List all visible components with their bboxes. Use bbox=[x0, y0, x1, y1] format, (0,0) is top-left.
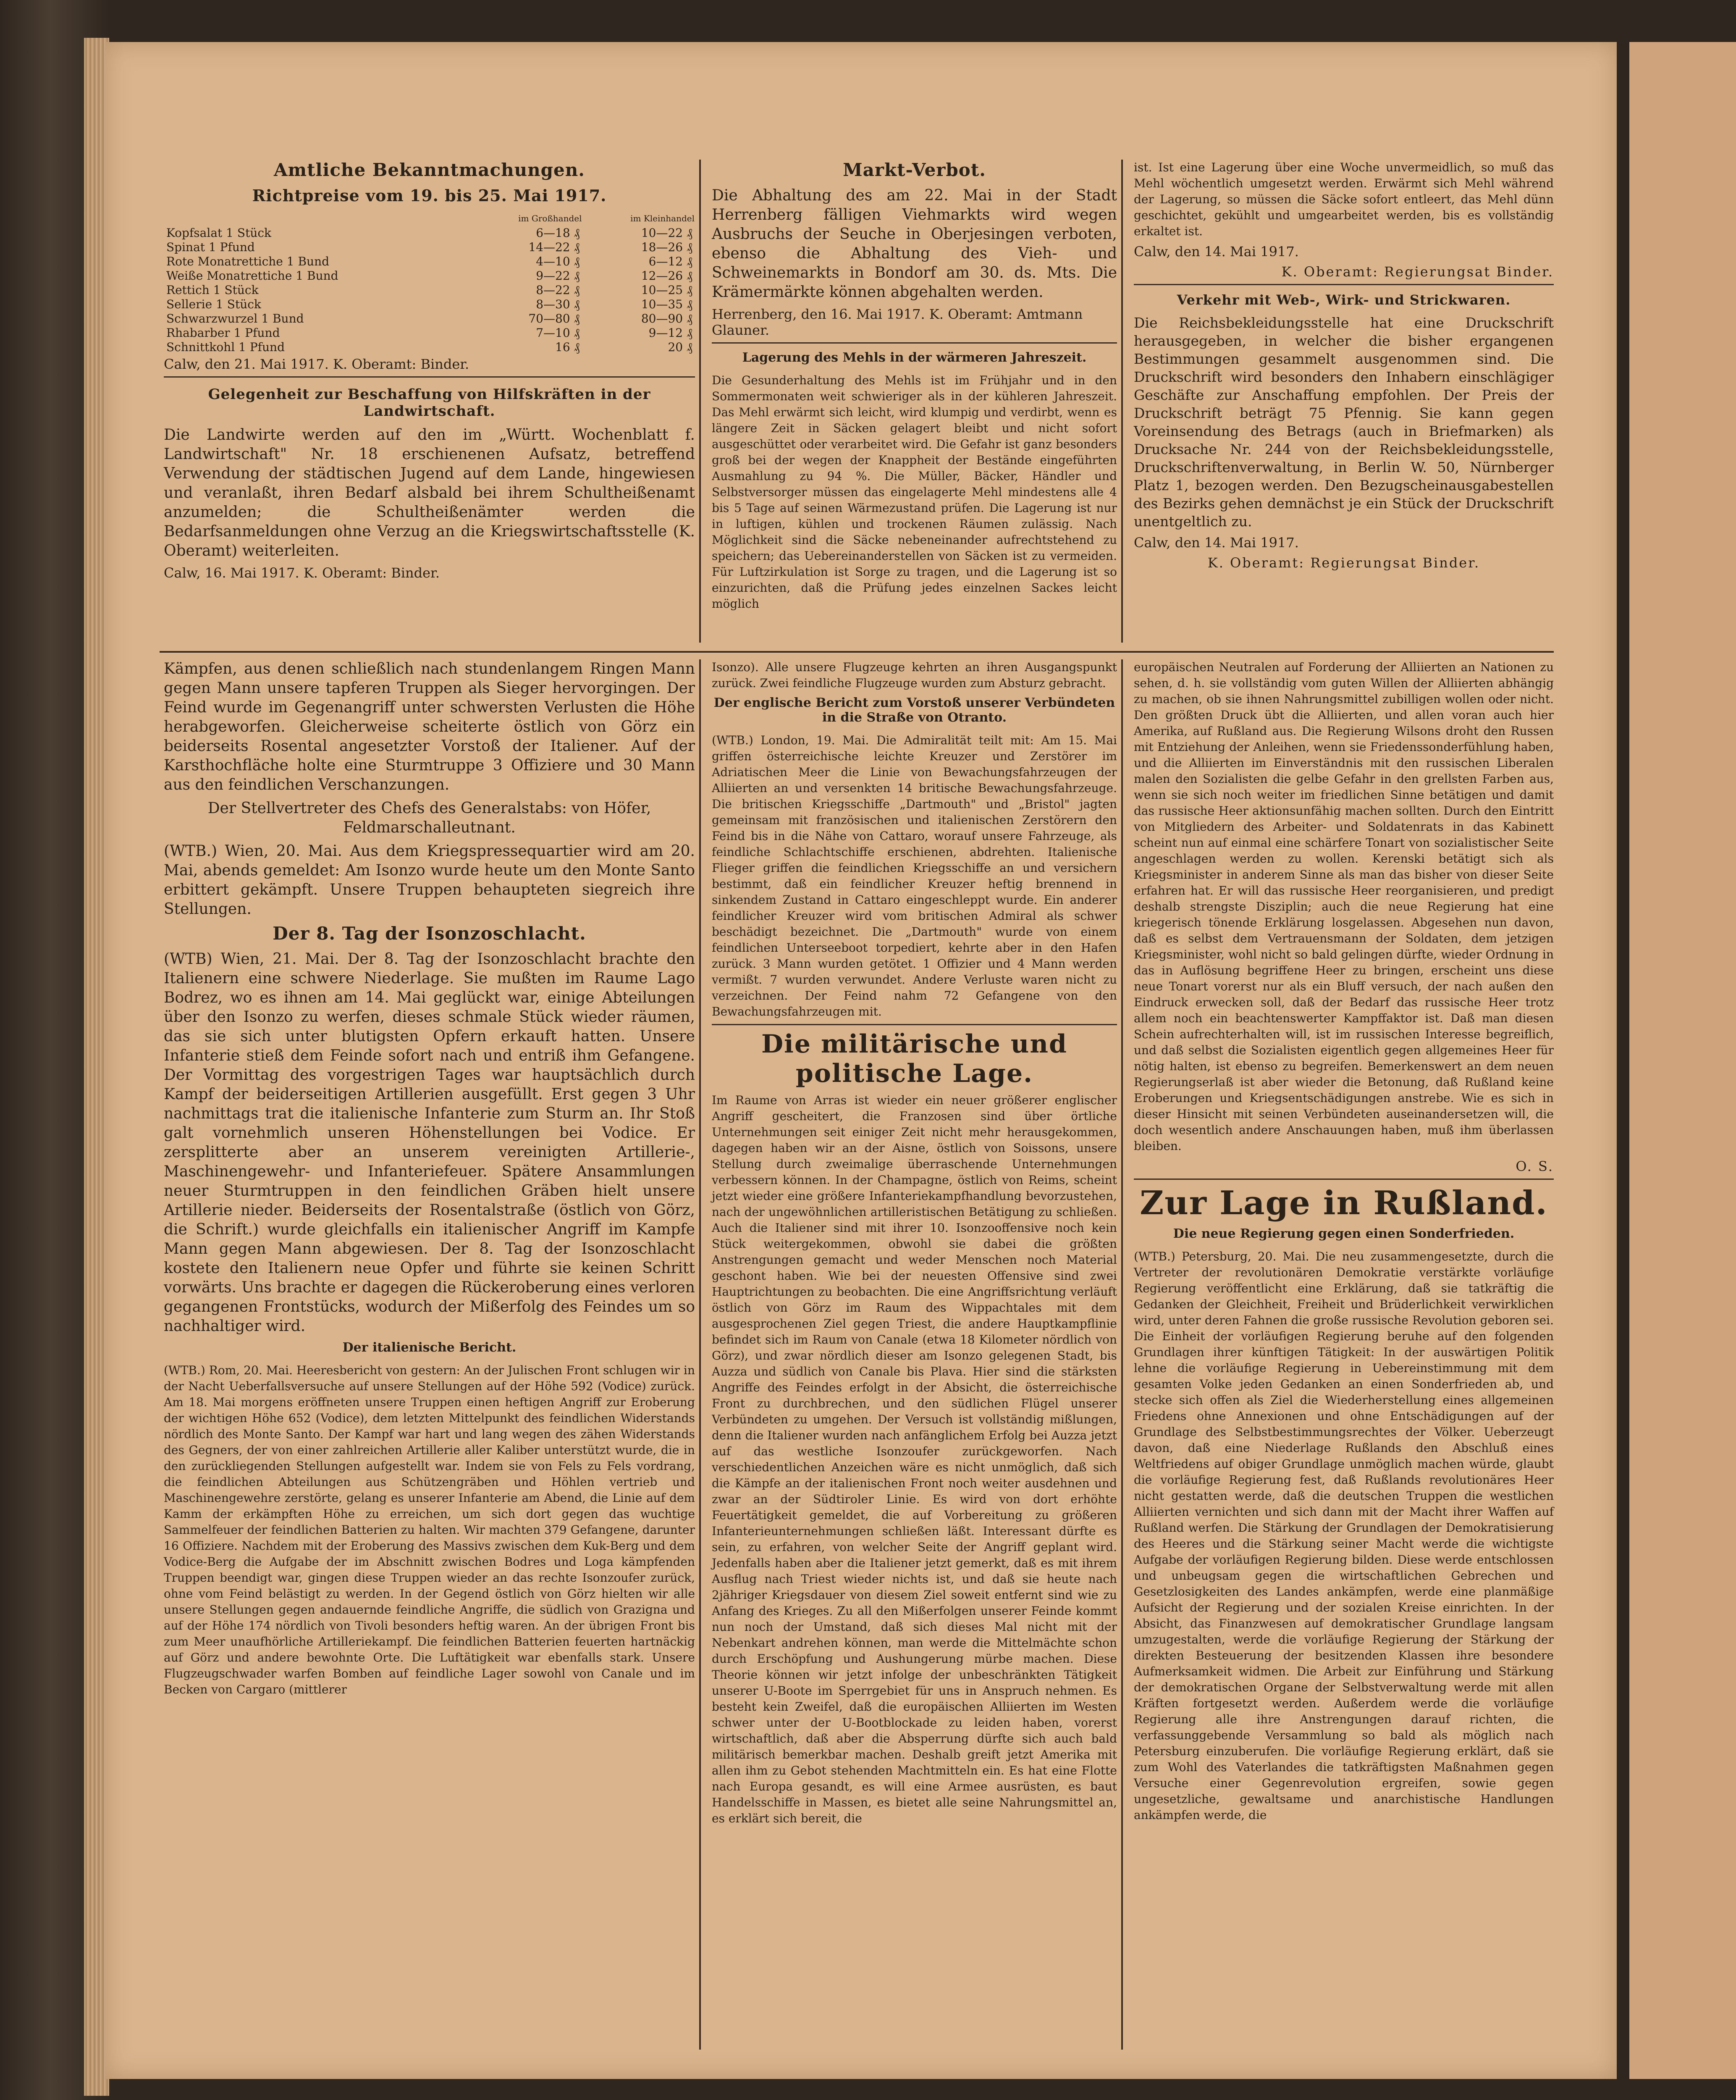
hilfskraefte-text: Die Landwirte werden auf den im „Württ. Wochenblatt f. Landwirtschaft" Nr. 18 erschienenen Aufsatz, betreffend Verwendung der städtischen Jugend auf dem Lande, hingewiesen und veranlaßt, ihren Bedarf alsbald bei ihrem Schultheißenamt anzumelden; die Schultheißenämter werden die Bedarfsanmeldungen ohne Verzug an die Kriegswirtschaftsstelle (K. Oberamt) weiterleiten. bbox=[164, 426, 695, 559]
col-retail: im Kleinhandel bbox=[630, 213, 695, 223]
table-row: Sellerie 1 Stück 8—30 ₰ 10—35 ₰ bbox=[166, 297, 692, 311]
neutrale-text: europäischen Neutralen auf Forderung der Alliierten an Nationen zu sehen, d. h. sie vollständig vom guten Willen der Alliierten abhängig zu machen, ob sie ihnen Nahrungsmittel zubilligen wollen oder nicht. Den größten Druck übt die Alliierten, und allen voran auch hier Amerika, auf Rußland aus. Die Regierung Wilsons droht den Russen mit Entziehung der Anleihen, wenn sie Friedenssonderfühlung haben, und die Alliierten im Einverständnis mit den russischen Liberalen malen den Sozialisten die gelbe Gefahr in den grellsten Farben aus, wenn sie sich noch weiter im friedlichen Sinne betätigen und damit das russische Heer aktionsunfähig machen sollten. Durch den Eintritt von Mitgliedern des Arbeiter- und Soldatenrats in das Kabinett scheint nun auf einmal eine schärfere Tonart von sozialistischer Seite angeschlagen werden zu wollen. Kerenski betätigt sich als Kriegsminister in anderem Sinne als man das bisher von dieser Seite erfahren hat. Er will das russische Heer reorganisieren, und predigt deshalb strengste Disziplin; auch die neue Regierung hat eine kriegerisch tönende Erklärung losgelassen. Abgesehen nun davon, daß es selbst dem Vertrauensmann der Soldaten, dem jetzigen Kriegsminister, wohl nicht so bald gelingen dürfte, wieder Ordnung in das in Auflösung begriffene Heer zu bringen, erscheint uns diese neue Tonart vorerst nur als ein Bluff versuch, der nach außen den Eindruck erwecken soll, daß der Bedarf das russische Heer trotz allem noch ein beachtenswerter Kampffaktor ist. Daß man diesen Schein aufrechterhalten will, ist im russischen Interesse begreiflich, und daß selbst die Sozialisten eigentlich gegen allgemeines Heer für nötig halten, ist ebenso zu begreifen. Bemerkenswert an dem neuen Regierungserlaß ist aber wieder die Betonung, daß Rußland keine Eroberungen und Kriegsentschädigungen anstrebe. Wie es sich in dieser Hinsicht mit seinen Verbündeten auseinandersetzen will, die doch wesentlich andere Anschauungen haben, muß ihm überlassen bleiben. bbox=[1134, 660, 1554, 1153]
russia-text: (WTB.) Petersburg, 20. Mai. Die neu zusammengesetzte, durch die Vertreter der revolutionären Demokratie verstärkte vorläufige Regierung veröffentlicht eine Erklärung, daß sie tatkräftig die Gedanken der Gleichheit, Freiheit und Brüderlichkeit verwirklichen wird, unter deren Fahnen die große russische Revolution geboren sei. Die Einheit der vorläufigen Regierung beruhe auf den folgenden Grundlagen ihrer künftigen Tätigkeit: In der auswärtigen Politik lehne die vorläufige Regierung in Uebereinstimmung mit dem gesamten Volke jeden Gedanken an einen Sonderfrieden ab, und stecke sich offen als Ziel die Wiederherstellung eines allgemeinen Friedens ohne Annexionen und ohne Entschädigungen auf der Grundlage des Selbstbestimmungsrechtes der Völker. Ueberzeugt davon, daß eine Niederlage Rußlands den Abschluß eines Weltfriedens auf obiger Grundlage unmöglich machen würde, glaubt die vorläufige Regierung fest, daß Rußlands revolutionäres Heer nicht gestatten werde, daß die deutschen Truppen die westlichen Alliierten vernichten und sich dann mit der Macht ihrer Waffen auf Rußland werfen. Die Stärkung der Grundlagen der Demokratisierung des Heeres und die Stärkung seiner Macht werde die wichtigste Aufgabe der vorläufigen Regierung bilden. Diese werde entschlossen und unbeugsam gegen die wirtschaftlichen Gebrechen und Gesetzlosigkeiten des Landes ankämpfen, werde eine planmäßige Aufsicht der Regierung und der sozialen Kreise einrichten. In der Absicht, das Finanzwesen auf demokratischer Grundlage langsam umzugestalten, werde die vorläufige Regierung der Stärkung der direkten Besteuerung der besitzenden Klassen ihre besondere Aufmerksamkeit widmen. Die Arbeit zur Einführung und Stärkung der demokratischen Organe der Selbstverwaltung werde mit allen Kräften fortgesetzt werden. Außerdem werde die vorläufige Regierung alle ihre Anstrengungen darauf richten, die verfassunggebende Versammlung so bald als möglich nach Petersburg einzuberufen. Die vorläufige Regierung erklärt, daß sie zum Wohl des Vaterlandes die tatkräftigsten Maßnahmen gegen Versuche einer Gegenrevolution ergreifen, sowie gegen ungesetzliche, gewaltsame und anarchistische Handlungen ankämpfen werde, die bbox=[1134, 1250, 1554, 1822]
isonzo-headline: Der 8. Tag der Isonzoschlacht. bbox=[273, 923, 586, 944]
column-rule bbox=[1121, 160, 1123, 643]
marktverbot-title: Markt-Verbot. bbox=[843, 160, 986, 180]
table-row: Schnittkohl 1 Pfund 16 ₰ 20 ₰ bbox=[166, 340, 692, 354]
col-wholesale: im Großhandel bbox=[518, 213, 582, 223]
military-text: Im Raume von Arras ist wieder ein neuer größerer englischer Angriff gescheitert, die Franzosen sind über örtliche Unternehmungen seit einiger Zeit nicht mehr herausgekommen, dagegen haben wir an der Aisne, östlich von Soissons, unsere Stellung durch zweimalige überraschende Unternehmungen verbessern können. In der Champagne, östlich von Reims, scheint jetzt wieder eine größere Infanteriekampfhandlung bevorzustehen, nach der ungewöhnlichen artilleristischen Betätigung zu schließen. Auch die Italiener sind mit ihrer 10. Isonzooffensive noch kein Stück weitergekommen, obwohl sie dabei die größten Anstrengungen gemacht und weder Menschen noch Material geschont haben. Wie bei der neuesten Offensive sind zwei Hauptrichtungen zu beobachten. Die eine Angriffsrichtung verläuft östlich von Görz im Raum des Wippachtales mit dem ausgesprochenen Ziel gegen Triest, die andere Hauptkampflinie befindet sich im Raum von Canale (etwa 18 Kilometer nördlich von Görz), und zwar nördlich dieser am Isonzo gelegenen Stadt, bis Auzza und südlich von Canale bis Plava. Hier sind die stärksten Angriffe des Feindes erfolgt in der Absicht, die österreichische Front zu durchbrechen, und den südlichen Flügel unserer Verbündeten zu umgehen. Der Versuch ist vollständig mißlungen, denn die Italiener wurden nach anfänglichem Erfolg bei Auzza jetzt auf das westliche Isonzoufer zurückgeworfen. Nach verschiedentlichen Anzeichen wäre es nicht unmöglich, daß sich die Kämpfe an der italienischen Front noch weiter ausdehnen und zwar an der Südtiroler Linie. Es wird von dort erhöhte Feuertätigkeit gemeldet, die auf Vorbereitung zu größeren Infanterieunternehmungen schließen läßt. Interessant dürfte es sein, zu erfahren, von welcher Seite der Angriff geplant wird. Jedenfalls haben aber die Italiener jetzt gemerkt, daß es mit ihrem Ausflug nach Triest wieder nichts ist, und daß sie heute nach 2jähriger Kriegsdauer von diesem Ziel soweit entfernt sind wie zu Anfang des Krieges. Zu all den Mißerfolgen unserer Feinde kommt nun noch der Umstand, daß sich dieses Mal nicht mit der Nebenkart andrehen können, man werde die Mittelmächte schon durch Erschöpfung und Aushungerung mürbe machen. Diese Theorie können wir jetzt infolge der unbeschränkten Tätigkeit unserer U-Boote im Sperrgebiet für uns in Anspruch nehmen. Es besteht kein Zweifel, daß die europäischen Alliierten im Westen schwer unter der U-Bootblockade zu leiden haben, vorerst wirtschaftlich, daß aber die Absperrung dürfte sich auch bald militärisch bemerkbar machen. Deshalb greift jetzt Amerika mit allen ihm zu Gebot stehenden Machtmitteln ein. Es hat eine Flotte nach Europa gesandt, es will eine Armee ausrüsten, es baut Handelsschiffe in Massen, es bietet alle seine Nahrungsmittel an, es erklärt sich bereit, die bbox=[712, 1093, 1117, 1825]
divider bbox=[712, 1024, 1117, 1025]
mehl-verkehr-block bbox=[1130, 160, 1558, 643]
table-row: Schwarzwurzel 1 Bund 70—80 ₰ 80—90 ₰ bbox=[166, 312, 692, 326]
prices-signature: Calw, den 21. Mai 1917. K. Oberamt: Binder. bbox=[164, 356, 469, 372]
marktverbot-block bbox=[708, 160, 1121, 643]
table-row: Rhabarber 1 Pfund 7—10 ₰ 9—12 ₰ bbox=[166, 326, 692, 340]
mehl-continued-text: ist. Ist eine Lagerung über eine Woche unvermeidlich, so muß das Mehl wöchentlich umgesetzt werden. Erwärmt sich Mehl während der Lagerung, so müssen die Säcke sofort entleert, das Mehl dünn geschichtet, gekühlt und umgearbeitet werden, bis es vollständig erkaltet ist. bbox=[1134, 160, 1554, 238]
price-table bbox=[164, 211, 695, 354]
russia-column bbox=[1130, 659, 1558, 2050]
hilfskraefte-signature: Calw, 16. Mai 1917. K. Oberamt: Binder. bbox=[164, 565, 440, 581]
marktverbot-text: Die Abhaltung des am 22. Mai in der Stadt Herrenberg fälligen Viehmarkts wird wegen Ausbruchs der Seuche in Oberjesingen verboten, ebenso die Abhaltung des Vieh- und Schweinemarkts in Bondorf am 30. ds. Mts. Die Krämermärkte können abgehalten werden. bbox=[712, 187, 1117, 301]
table-row: Rote Monatrettiche 1 Bund 4—10 ₰ 6—12 ₰ bbox=[166, 255, 692, 268]
table-row: Weiße Monatrettiche 1 Bund 9—22 ₰ 12—26 ₰ bbox=[166, 269, 692, 283]
divider bbox=[1134, 284, 1554, 285]
column-rule bbox=[1121, 659, 1123, 2050]
italian-report-text: (WTB.) Rom, 20. Mai. Heeresbericht von gestern: An der Julischen Front schlugen wir in der Nacht Ueberfallsversuche auf unsere Stellungen auf der Höhe 592 (Vodice) zurück. Am 18. Mai morgens eröffneten unsere Truppen einen heftigen Angriff zur Eroberung der wichtigen Höhe 652 (Vodice), dem letzten Mittelpunkt des feindlichen Widerstands nördlich des Monte Santo. Der Kampf war hart und lang wegen des zähen Widerstands des Gegners, der von einer zahlreichen Artillerie aller Kaliber unterstützt wurde, die in den zurückliegenden Stellungen aufgestellt war. Indem sie von Fels zu Fels vordrang, die feindlichen Abteilungen aus Schützengräben und Höhlen vertrieb und Maschinengewehre zerstörte, gelang es unserer Infanterie am Abend, die Linie auf dem Kamm der erkämpften Höhe zu erreichen, um sich dort gegen das wuchtige Sammelfeuer der feindlichen Batterien zu halten. Wir machten 379 Gefangene, darunter 16 Offiziere. Nachdem mit der Eroberung des Massivs zwischen dem Kuk-Berg und dem Vodice-Berg die Aufgabe der im Abschnitt zwischen Bodres und Loga kämpfenden Truppen beendigt war, gingen diese Truppen wieder an das rechte Isonzoufer zurück, ohne vom Feind belästigt zu werden. In der Gegend östlich von Görz hielten wir alle unsere Stellungen gegen andauernde feindliche Angriffe, die südlich von Grazigna und auf der Höhe 174 nördlich von Tivoli besonders heftig waren. An der übrigen Front bis zum Meer unaufhörliche Artilleriekampf. Die feindlichen Batterien feuerten hartnäckig auf Görz und andere bewohnte Orte. Die Luftätigkeit war ebenfalls stark. Unsere Flugzeugschwader warfen Bomben auf feindliche Lager sowohl von Canale und im Becken von Cargaro (mittlerer bbox=[164, 1363, 695, 1696]
verkehr-signature-place: Calw, den 14. Mai 1917. bbox=[1134, 535, 1299, 551]
isonzo-column bbox=[160, 659, 699, 2050]
verkehr-signature-name: K. Oberamt: Regierungsat Binder. bbox=[1207, 555, 1480, 571]
mehl-title: Lagerung des Mehls in der wärmeren Jahreszeit. bbox=[742, 350, 1087, 365]
russia-subheadline: Die neue Regierung gegen einen Sonderfrieden. bbox=[1173, 1226, 1515, 1241]
column-rule bbox=[699, 659, 701, 2050]
divider bbox=[712, 342, 1117, 344]
verkehr-text: Die Reichsbekleidungsstelle hat eine Druckschrift herausgegeben, in welcher die bisher ergangenen Bestimmungen gesammelt ausgenommen sind. Die Druckschrift wird besonders den Inhabern einschlägiger Geschäfte zur Anschaffung empfohlen. Der Preis der Druckschrift beträgt 75 Pfennig. Sie kann gegen Voreinsendung des Betrags (auch in Briefmarken) als Drucksache Nr. 244 von der Reichsbekleidungsstelle, Druckschriftenverwaltung, in Berlin W. 50, Nürnberger Platz 1, bezogen werden. Den Bezugscheinausgabestellen des Bezirks gehen demnächst je ein Stück der Druckschrift unentgeltlich zu. bbox=[1134, 315, 1554, 530]
isonzo-text-2: (WTB.) Wien, 20. Mai. Aus dem Kriegspressequartier wird am 20. Mai, abends gemeldet: Am Isonzo wurde heute um den Monte Santo erbittert gekämpft. Unsere Truppen behaupteten siegreich ihre Stellungen. bbox=[164, 843, 695, 918]
section-rule bbox=[160, 651, 1554, 653]
military-column bbox=[708, 659, 1121, 2050]
author-signature: O. S. bbox=[1516, 1158, 1554, 1174]
flugzeuge-text: Isonzo). Alle unsere Flugzeuge kehrten an ihren Ausgangspunkt zurück. Zwei feindliche Flugzeuge wurden zum Absturz gebracht. bbox=[712, 660, 1117, 690]
russia-headline: Zur Lage in Rußland. bbox=[1140, 1184, 1548, 1222]
hilfskraefte-title: Gelegenheit zur Beschaffung von Hilfskräften in der Landwirtschaft. bbox=[208, 386, 651, 420]
prices-title: Richtpreise vom 19. bis 25. Mai 1917. bbox=[252, 186, 607, 205]
table-row: Kopfsalat 1 Stück 6—18 ₰ 10—22 ₰ bbox=[166, 226, 692, 240]
isonzo-text-1: Kämpfen, aus denen schließlich nach stundenlangem Ringen Mann gegen Mann unsere tapferen Truppen als Sieger hervorgingen. Der Feind wurde im Gegenangriff unter schwersten Verlusten die Höhe herabgeworfen. Gleicherweise scheiterte östlich von Görz ein beiderseits Rosental angesetzter Vorstoß der Italiener. Auf der Karsthochfläche holte eine Sturmtruppe 3 Offiziere und 30 Mann aus den feindlichen Verschanzungen. bbox=[164, 660, 695, 793]
mehl-signature-place: Calw, den 14. Mai 1917. bbox=[1134, 244, 1299, 260]
otranto-headline: Der englische Bericht zum Vorstoß unserer Verbündeten in die Straße von Otranto. bbox=[713, 696, 1115, 725]
bekanntmachungen-title: Amtliche Bekanntmachungen. bbox=[274, 160, 585, 180]
page-content bbox=[160, 160, 1554, 2050]
isonzo-text-3: (WTB) Wien, 21. Mai. Der 8. Tag der Isonzoschlacht brachte den Italienern eine schwere Niederlage. Sie mußten im Raume Lago Bodrez, wo es ihnen am 14. Mai geglückt war, einige Abteilungen über den Isonzo zu werfen, dieses schmale Stück wieder räumen, das sie sich unter blutigsten Opfern erkauft hatten. Unsere Infanterie stieß dem Feinde sofort nach und entriß ihm Gefangene. Der Vormittag des vorgestrigen Tages war hauptsächlich durch Kampf der beiderseitigen Artillerien ausgefüllt. Erst gegen 3 Uhr nachmittags trat die italienische Infanterie zum Sturm an. Ihr Stoß galt vornehmlich unseren Höhenstellungen bei Vodice. Er zersplitterte aber an unserem vereinigten Artillerie-, Maschinengewehr- und Infanteriefeuer. Spätere Ansammlungen neuer Sturmtruppen in den feindlichen Gräben hielt unsere Artillerie nieder. Beiderseits der Rosentalstraße (östlich von Görz, die Schrift.) wurde gleichfalls ein italienischer Angriff im Kampfe Mann gegen Mann abgewiesen. Der 8. Tag der Isonzoschlacht kostete den Italienern neue Opfer und führte sie keinen Schritt vorwärts. Uns brachte er dagegen die Rückeroberung eines verloren gegangenen Frontstücks, wodurch der Mißerfolg des Feindes um so nachhaltiger wird. bbox=[164, 950, 695, 1335]
table-row: Spinat 1 Pfund 14—22 ₰ 18—26 ₰ bbox=[166, 240, 692, 254]
next-page-edge bbox=[1629, 42, 1736, 2079]
italian-report-headline: Der italienische Bericht. bbox=[342, 1340, 517, 1355]
mehl-signature-name: K. Oberamt: Regierungsat Binder. bbox=[1281, 264, 1554, 280]
verkehr-title: Verkehr mit Web-, Wirk- und Strickwaren. bbox=[1177, 292, 1511, 308]
isonzo-signature: Der Stellvertreter des Chefs des Generalstabs: von Höfer, Feldmarschalleutnant. bbox=[207, 800, 651, 836]
mehl-text: Die Gesunderhaltung des Mehls ist im Frühjahr und in den Sommermonaten weit schwieriger als in der kühleren Jahreszeit. Das Mehl erwärmt sich leicht, wird klumpig und verdirbt, wenn es längere Zeit in Säcken gelagert bleibt und nicht sofort ausgeschüttet oder verarbeitet wird. Die Gefahr ist ganz besonders groß bei der wegen der Knappheit der Bestände eingeführten Ausmahlung zu 94 %. Die Müller, Bäcker, Händler und Selbstversorger müssen das eingelagerte Mehl mindestens alle 4 bis 5 Tage auf seinen Wärmezustand prüfen. Die Lagerung ist nur in luftigen, kühlen und trockenen Räumen zulässig. Nach Möglichkeit sind die Säcke nebeneinander aufrechtstehend zu speichern; das Uebereinanderstellen von Säcken ist zu vermeiden. Für Luftzirkulation ist Sorge zu tragen, und die Lagerung ist so einzurichten, daß die Prüfung jedes einzelnen Sackes leicht möglich bbox=[712, 373, 1117, 611]
divider bbox=[164, 376, 695, 378]
divider bbox=[1134, 1179, 1554, 1180]
otranto-text: (WTB.) London, 19. Mai. Die Admiralität teilt mit: Am 15. Mai griffen österreichische leichte Kreuzer und Zerstörer im Adriatischen Meer die Linie von Bewachungsfahrzeugen der Alliierten an und versenkten 14 britische Bewachungsfahrzeuge. Die britischen Kriegsschiffe „Dartmouth" und „Bristol" jagten gemeinsam mit französischen und italienischen Zerstörern den Feind bis in die Nähe von Cattaro, worauf unsere Fahrzeuge, als feindliche Schlachtschiffe erschienen, abdrehten. Italienische Flieger griffen die feindlichen Kriegsschiffe an und versichern bestimmt, daß ein feindlicher Kreuzer heftig brennend in sinkendem Zustand in Cattaro eingeschleppt wurde. Ein anderer feindlicher Kreuzer wird vom britischen Admiral als schwer beschädigt bezeichnet. Die „Dartmouth" wurde von einem feindlichen Unterseeboot torpediert, kehrte aber in den Hafen zurück. 3 Mann wurden getötet. 1 Offizier und 4 Mann werden vermißt. 7 wurden verwundet. Andere Verluste waren nicht zu verzeichnen. Der Feind nahm 72 Gefangene von den Bewachungsfahrzeugen mit. bbox=[712, 733, 1117, 1018]
column-rule bbox=[699, 160, 701, 643]
table-row: Rettich 1 Stück 8—22 ₰ 10—25 ₰ bbox=[166, 283, 692, 297]
marktverbot-signature: Herrenberg, den 16. Mai 1917. K. Oberamt: Amtmann Glauner. bbox=[712, 306, 1083, 338]
military-headline: Die militärische und politische Lage. bbox=[761, 1029, 1067, 1088]
bekanntmachungen-block bbox=[160, 160, 699, 643]
